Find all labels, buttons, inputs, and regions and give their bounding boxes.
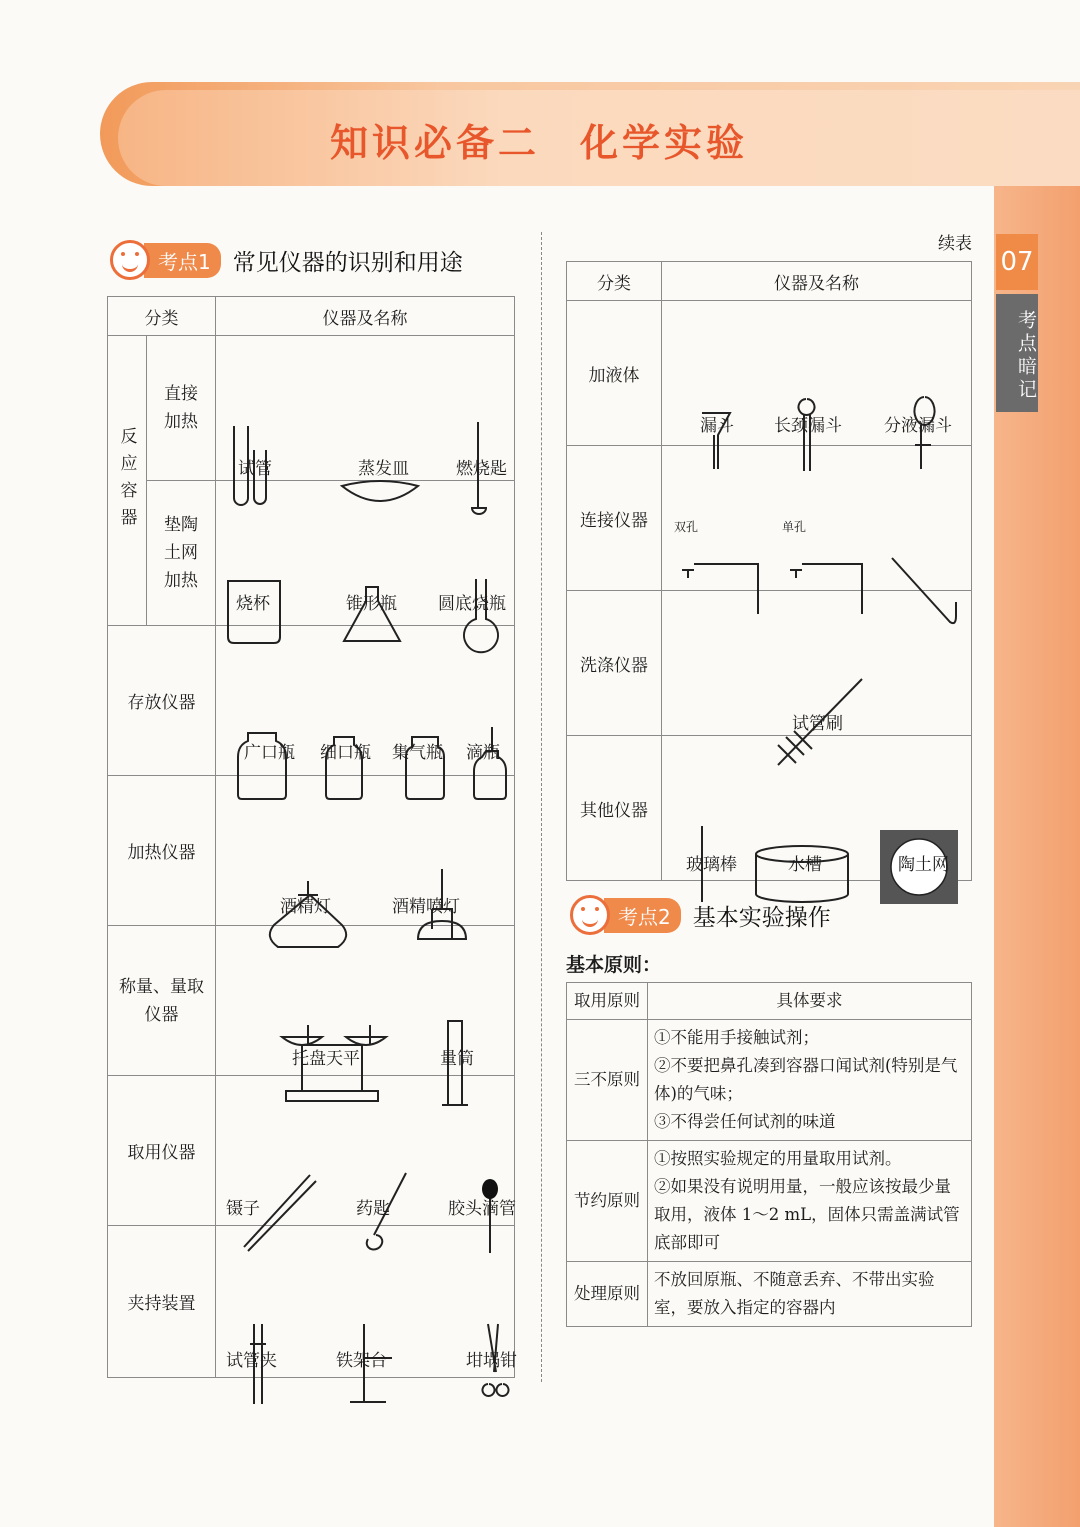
page-title bbox=[330, 112, 788, 167]
row-items bbox=[216, 926, 515, 1076]
item-label: 玻璃棒 bbox=[686, 855, 737, 875]
item-label: 酒精喷灯 bbox=[392, 897, 460, 917]
principle-detail: ①不能用手接触试剂； ②不要把鼻孔凑到容器口闻试剂(特别是气体)的气味； ③不得尝任何试剂的味道 bbox=[648, 1020, 972, 1141]
row-category: 存放仪器 bbox=[108, 626, 216, 776]
table-header bbox=[108, 297, 515, 336]
table-row bbox=[108, 926, 515, 1076]
kp2-heading bbox=[570, 895, 831, 935]
table-header bbox=[567, 262, 972, 301]
table-row bbox=[567, 591, 972, 736]
item-label: 试管 bbox=[238, 459, 272, 479]
item-label: 分液漏斗 bbox=[884, 416, 952, 436]
header-principle: 取用原则 bbox=[567, 983, 648, 1020]
item-label: 量筒 bbox=[440, 1049, 474, 1069]
instrument-drawings bbox=[216, 1302, 526, 1454]
row-items bbox=[216, 336, 515, 481]
kp1-badge: 考点1 bbox=[144, 243, 221, 278]
row-items bbox=[216, 776, 515, 926]
kp1-title: 常见仪器的识别和用途 bbox=[232, 249, 463, 276]
item-label: 托盘天平 bbox=[292, 1049, 360, 1069]
header-items: 仪器及名称 bbox=[216, 297, 515, 336]
item-label: 广口瓶 bbox=[244, 743, 295, 763]
item-label: 长颈漏斗 bbox=[774, 416, 842, 436]
item-label: 细口瓶 bbox=[320, 743, 371, 763]
item-label: 单孔 bbox=[782, 520, 807, 534]
principles-table bbox=[566, 982, 972, 1327]
row-category: 加液体 bbox=[567, 301, 662, 446]
row-items bbox=[662, 301, 972, 446]
table-row bbox=[567, 301, 972, 446]
continued-label: 续表 bbox=[938, 234, 972, 254]
item-label: 双孔 bbox=[674, 520, 699, 534]
principle-name: 节约原则 bbox=[567, 1141, 648, 1262]
item-label: 陶土网 bbox=[898, 855, 949, 875]
item-label: 烧杯 bbox=[236, 594, 270, 614]
item-label: 坩埚钳 bbox=[466, 1351, 517, 1371]
item-label: 铁架台 bbox=[336, 1351, 387, 1371]
title-part-b: 化学实验 bbox=[580, 121, 749, 165]
title-part-a: 知识必备二 bbox=[330, 121, 541, 165]
row-items bbox=[216, 481, 515, 626]
column-divider bbox=[541, 232, 542, 1382]
row-category: 称量、量取仪器 bbox=[108, 926, 216, 1076]
chapter-tab: 考点暗记 bbox=[996, 294, 1038, 412]
row-category: 洗涤仪器 bbox=[567, 591, 662, 736]
table-row bbox=[567, 1141, 972, 1262]
kp2-badge: 考点2 bbox=[604, 898, 681, 933]
item-label: 药匙 bbox=[356, 1199, 390, 1219]
table-row bbox=[567, 736, 972, 881]
item-label: 漏斗 bbox=[700, 416, 734, 436]
item-label: 水槽 bbox=[788, 855, 822, 875]
item-label: 试管夹 bbox=[226, 1351, 277, 1371]
row-items bbox=[216, 1226, 515, 1378]
kp1-heading bbox=[110, 240, 463, 280]
table-row bbox=[567, 1020, 972, 1141]
table-row bbox=[108, 1076, 515, 1226]
table-row bbox=[108, 336, 515, 481]
row-items bbox=[662, 736, 972, 881]
item-label: 蒸发皿 bbox=[358, 459, 409, 479]
row-items bbox=[662, 591, 972, 736]
row-items bbox=[216, 626, 515, 776]
item-label: 试管刷 bbox=[792, 714, 843, 734]
item-label: 圆底烧瓶 bbox=[438, 594, 506, 614]
table-row bbox=[567, 1262, 972, 1327]
row-items bbox=[216, 1076, 515, 1226]
item-label: 滴瓶 bbox=[466, 743, 500, 763]
item-label: 镊子 bbox=[226, 1199, 260, 1219]
smiley-icon bbox=[110, 240, 150, 280]
kp2-title: 基本实验操作 bbox=[692, 904, 831, 931]
row-category: 垫陶土网加热 bbox=[147, 481, 216, 626]
item-label: 锥形瓶 bbox=[346, 594, 397, 614]
instrument-table-right bbox=[566, 261, 972, 881]
principle-name: 处理原则 bbox=[567, 1262, 648, 1327]
row-category: 直接加热 bbox=[147, 336, 216, 481]
row-category: 其他仪器 bbox=[567, 736, 662, 881]
header-category: 分类 bbox=[108, 297, 216, 336]
table-row bbox=[108, 776, 515, 926]
group-label: 反应容器 bbox=[108, 336, 147, 626]
table-header bbox=[567, 983, 972, 1020]
principles-subhead: 基本原则： bbox=[566, 954, 662, 976]
smiley-icon bbox=[570, 895, 610, 935]
instrument-table-left bbox=[107, 296, 515, 1378]
table-row bbox=[108, 626, 515, 776]
item-label: 胶头滴管 bbox=[448, 1199, 516, 1219]
header-category: 分类 bbox=[567, 262, 662, 301]
item-label: 集气瓶 bbox=[392, 743, 443, 763]
row-category: 加热仪器 bbox=[108, 776, 216, 926]
table-row bbox=[108, 1226, 515, 1378]
principle-detail: ①按照实验规定的用量取用试剂。 ②如果没有说明用量，一般应该按最少量取用，液体 1～2 mL，固体只需盖满试管底部即可 bbox=[648, 1141, 972, 1262]
row-category: 连接仪器 bbox=[567, 446, 662, 591]
table-row bbox=[108, 481, 515, 626]
chapter-number: 07 bbox=[996, 234, 1038, 290]
row-category: 夹持装置 bbox=[108, 1226, 216, 1378]
item-label: 酒精灯 bbox=[280, 897, 331, 917]
row-items bbox=[662, 446, 972, 591]
header-requirement: 具体要求 bbox=[648, 983, 972, 1020]
table-row bbox=[567, 446, 972, 591]
item-label: 燃烧匙 bbox=[456, 459, 507, 479]
principle-detail: 不放回原瓶、不随意丢弃、不带出实验室，要放入指定的容器内 bbox=[648, 1262, 972, 1327]
header-items: 仪器及名称 bbox=[662, 262, 972, 301]
principle-name: 三不原则 bbox=[567, 1020, 648, 1141]
row-category: 取用仪器 bbox=[108, 1076, 216, 1226]
